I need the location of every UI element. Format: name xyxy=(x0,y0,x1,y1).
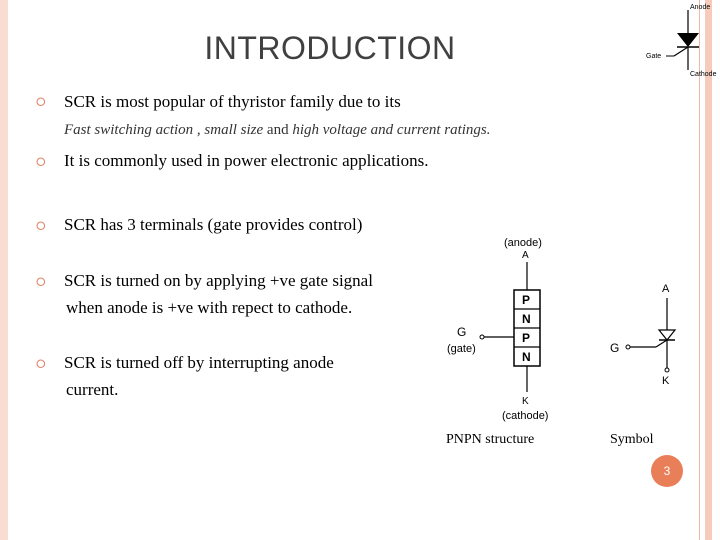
thyristor-symbol-top xyxy=(640,0,720,82)
pnpn-structure-caption: PNPN structure xyxy=(446,432,535,447)
structure-gate-label: (gate) xyxy=(447,343,476,355)
bullet-5-text: SCR is turned off by interrupting anode xyxy=(64,353,334,372)
bullet-1-sub-italic-2: high voltage and current ratings. xyxy=(292,122,491,138)
layer-p1: P xyxy=(522,293,531,307)
pnpn-structure-diagram xyxy=(440,232,580,424)
symbol-a-label: A xyxy=(662,283,670,295)
layer-n1: N xyxy=(522,312,531,326)
structure-anode-label: (anode) xyxy=(504,237,542,249)
bullet-icon xyxy=(36,95,46,110)
top-anode-label: Anode xyxy=(690,4,711,11)
bullet-3-text: SCR has 3 terminals (gate provides control) xyxy=(64,215,363,234)
structure-k-label: K xyxy=(522,396,529,407)
left-decorative-bar xyxy=(0,0,8,540)
symbol-caption: Symbol xyxy=(610,432,654,447)
bullet-icon xyxy=(36,275,46,290)
bullet-2-text: It is commonly used in power electronic applications. xyxy=(64,151,429,170)
bullet-1-subtext xyxy=(64,122,491,139)
structure-cathode-label: (cathode) xyxy=(502,410,549,422)
symbol-k-label: K xyxy=(662,375,670,387)
page-number-badge: 3 xyxy=(651,455,683,487)
bullet-icon xyxy=(36,219,46,234)
scr-symbol-diagram xyxy=(600,276,690,390)
bullet-1-sub-and: and xyxy=(266,122,289,138)
symbol-g-label: G xyxy=(610,341,620,355)
top-gate-label: Gate xyxy=(646,53,662,60)
bullet-4-text-line2: when anode is +ve with repect to cathode. xyxy=(66,298,353,317)
layer-n2: N xyxy=(522,350,531,364)
layer-p2: P xyxy=(522,331,531,345)
structure-a-label: A xyxy=(522,250,529,261)
slide-title: INTRODUCTION xyxy=(204,30,456,66)
structure-g-label: G xyxy=(457,325,467,339)
bullet-1-sub-italic-1: Fast switching action , small size xyxy=(64,122,264,138)
bullet-1-text: SCR is most popular of thyristor family due to its xyxy=(64,92,401,111)
bullet-icon xyxy=(36,357,46,372)
bullet-4-text: SCR is turned on by applying +ve gate signal xyxy=(64,271,373,290)
top-cathode-label: Cathode xyxy=(690,71,717,78)
bullet-5-text-line2: current. xyxy=(66,380,119,399)
bullet-icon xyxy=(36,155,46,170)
